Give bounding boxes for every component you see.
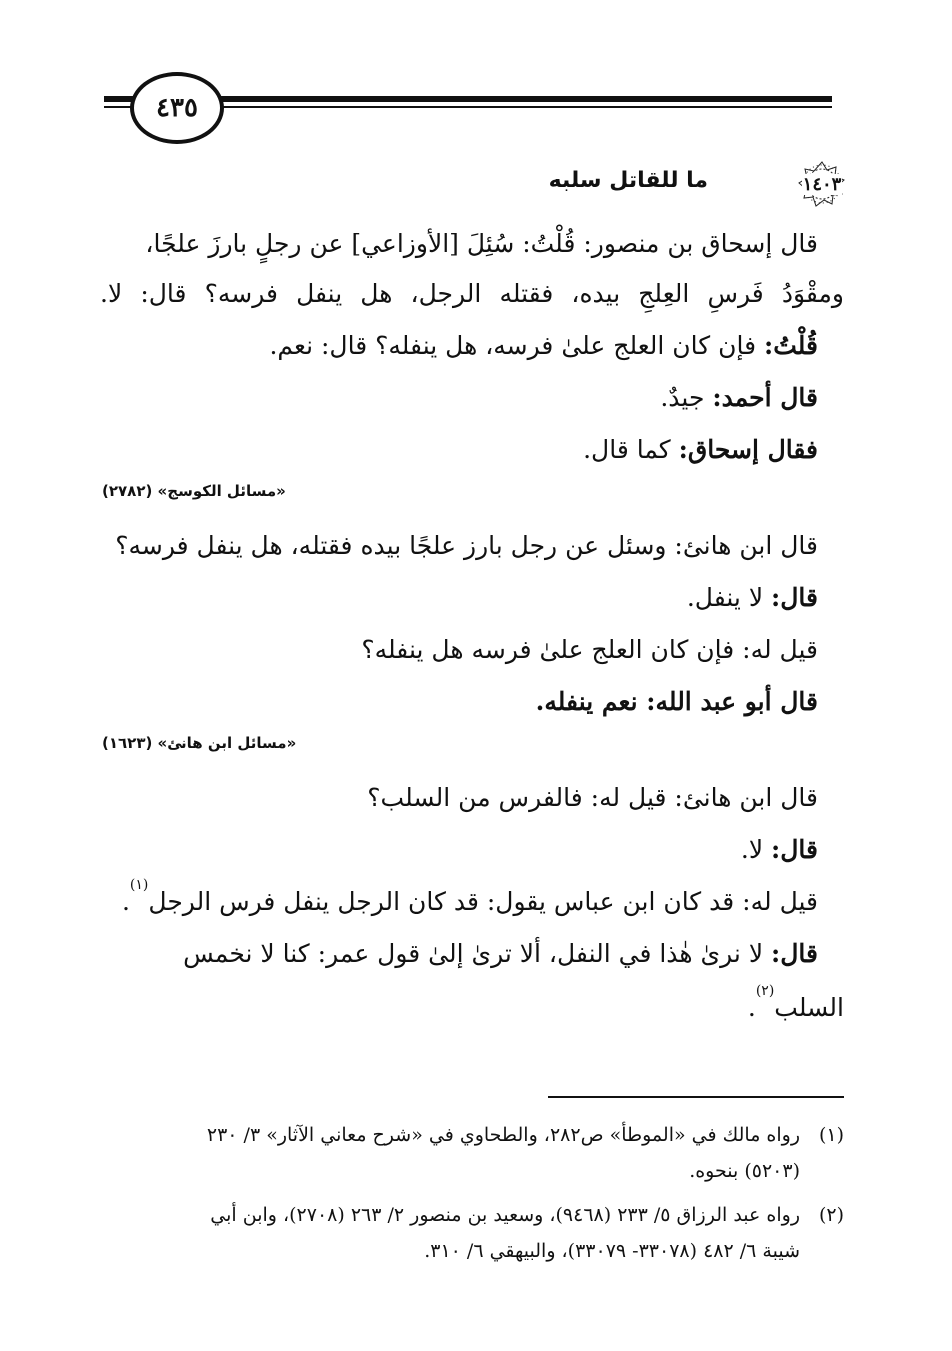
- paragraph-text: نعم ينفله.: [535, 687, 647, 716]
- paragraph-text: قال إسحاق بن منصور: قُلْتُ: سُئِلَ [الأوزاعي] عن رجلٍ بارزَ علجًا،: [145, 229, 818, 258]
- source-citation: «مسائل ابن هانئ» (١٦٢٣): [102, 734, 297, 752]
- footnote-text: (٥٢٠٣) بنحوه.: [689, 1160, 800, 1182]
- text-line: [100, 430, 818, 470]
- speaker-label: قال:: [771, 939, 818, 968]
- speaker-label: قُلْتُ:: [763, 331, 818, 360]
- text-line: [100, 274, 844, 314]
- text-line: [100, 830, 818, 870]
- text-line: [100, 630, 818, 670]
- footnote: [102, 1200, 844, 1230]
- speaker-label: قال:: [771, 583, 818, 612]
- text-line: [100, 578, 818, 618]
- paragraph-text: جيدٌ.: [660, 383, 713, 412]
- text-line: [100, 526, 818, 566]
- text-line: [100, 682, 818, 722]
- text-line: [100, 778, 818, 818]
- text-line: [100, 378, 818, 418]
- section-heading: [288, 160, 848, 208]
- footnote-continuation: [102, 1236, 800, 1266]
- text-line: [100, 877, 818, 922]
- paragraph-text: لا.: [740, 835, 772, 864]
- paragraph-text: ومقْوَدُ فَرسِ العِلجِ بيده، فقتله الرجل، هل ينفل فرسه؟ قال: لا.: [100, 279, 844, 308]
- text-line: [100, 983, 844, 1028]
- paragraph-text: فإن كان العلج علىٰ فرسه، هل ينفله؟ قال: نعم.: [269, 331, 764, 360]
- text-line: [100, 224, 818, 264]
- footnote-marker[interactable]: (٢): [755, 983, 775, 999]
- footnote-separator: [548, 1096, 844, 1098]
- speaker-label: قال أحمد:: [712, 383, 818, 412]
- footnote-continuation: [102, 1156, 800, 1186]
- footnote-text: رواه مالك في «الموطأ» ص٢٨٢، والطحاوي في «شرح معاني الآثار» ٣/ ٢٣٠: [206, 1124, 800, 1146]
- footnote-text: شيبة ٦/ ٤٨٢ (٣٣٠٧٨- ٣٣٠٧٩)، والبيهقي ٦/ ٣١٠.: [424, 1240, 800, 1262]
- text-line: [100, 326, 818, 366]
- heading-number: ١٤٠٣: [802, 173, 842, 195]
- paragraph-text: قال ابن هانئ: قيل له: فالفرس من السلب؟: [367, 783, 818, 812]
- page-number-badge: [130, 72, 224, 144]
- speaker-label: فقال إسحاق:: [678, 435, 818, 464]
- paragraph-text: قيل له: قد كان ابن عباس يقول: قد كان الرجل ينفل فرس الرجل: [148, 887, 818, 916]
- period: .: [747, 993, 756, 1022]
- footnote-number: (١): [818, 1124, 844, 1146]
- paragraph-text: لا نرىٰ هٰذا في النفل، ألا ترىٰ إلىٰ قول عمر: كنا لا نخمس: [183, 939, 772, 968]
- paragraph-text: قيل له: فإن كان العلج علىٰ فرسه هل ينفله؟: [361, 635, 818, 664]
- period: .: [121, 887, 130, 916]
- footnote: [102, 1120, 844, 1150]
- source-citation: «مسائل الكوسج» (٢٧٨٢): [102, 482, 286, 500]
- footnote-marker[interactable]: (١): [129, 877, 149, 893]
- speaker-label: قال أبو عبد الله:: [646, 687, 818, 716]
- ornament-icon: [796, 160, 848, 208]
- speaker-label: قال:: [771, 835, 818, 864]
- heading-title: ما للقاتل سلبه: [548, 168, 708, 193]
- text-line: [100, 934, 818, 974]
- paragraph-text: السلب: [774, 993, 844, 1022]
- paragraph-text: كما قال.: [583, 435, 679, 464]
- paragraph-text: قال ابن هانئ: وسئل عن رجل بارز علجًا بيده فقتله، هل ينفل فرسه؟: [115, 531, 818, 560]
- footnote-number: (٢): [818, 1204, 844, 1226]
- paragraph-text: لا ينفل.: [686, 583, 772, 612]
- footnote-text: رواه عبد الرزاق ٥/ ٢٣٣ (٩٤٦٨)، وسعيد بن منصور ٢/ ٢٦٣ (٢٧٠٨)، وابن أبي: [210, 1204, 800, 1226]
- page-number: ٤٣٥: [156, 93, 198, 123]
